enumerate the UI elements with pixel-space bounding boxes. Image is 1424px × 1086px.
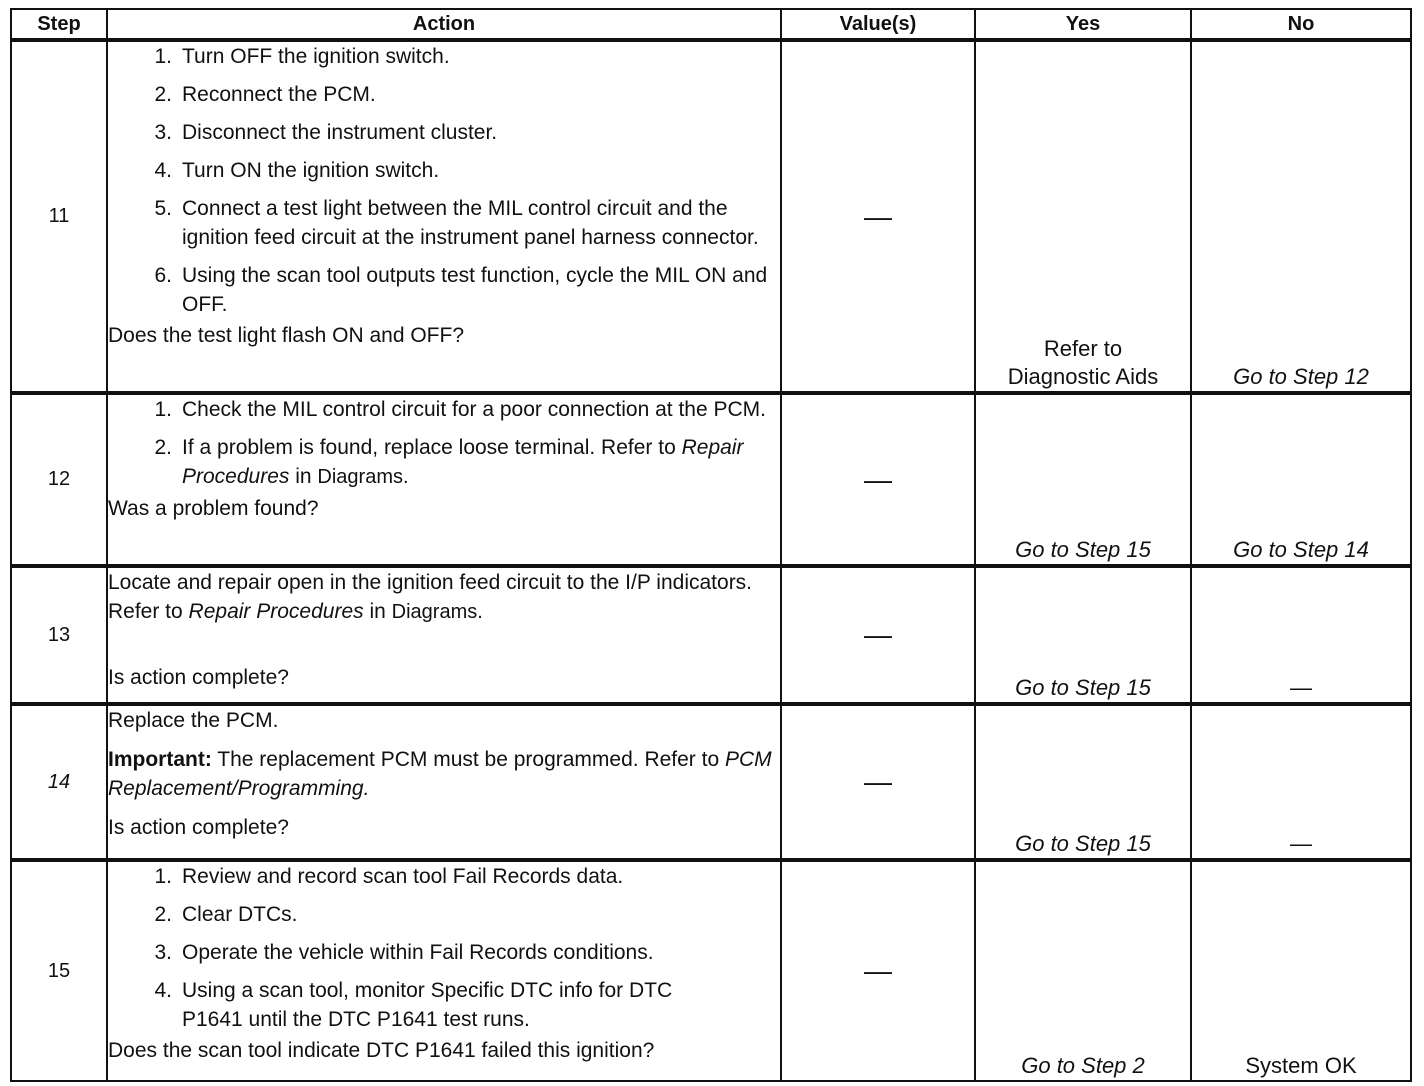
step-number: 14	[11, 704, 107, 860]
action-cell	[107, 860, 781, 1081]
no-cell: Go to Step 12	[1191, 40, 1411, 393]
header-row	[11, 9, 1411, 40]
header-values: Value(s)	[781, 9, 975, 40]
step-number: 13	[11, 566, 107, 704]
action-cell	[107, 704, 781, 860]
action-text: Replace the PCM.	[108, 709, 279, 732]
action-step: 1. Review and record scan tool Fail Records data.	[154, 865, 624, 888]
table-row-step-12	[11, 393, 1411, 566]
action-cell	[107, 393, 781, 566]
action-text: Locate and repair open in the ignition feed circuit to the I/P indicators. Refer to Repair Procedures in Diagrams.	[108, 571, 753, 623]
action-step: 1. Turn OFF the ignition switch.	[154, 45, 450, 68]
action-question: Is action complete?	[108, 666, 289, 689]
value-dash: —	[781, 704, 975, 860]
yes-cell: Go to Step 15	[975, 704, 1191, 860]
action-steps	[108, 42, 780, 319]
action-step: 2. If a problem is found, replace loose terminal. Refer to Repair Procedures in Diagrams.	[154, 436, 744, 488]
action-step: 3. Disconnect the instrument cluster.	[154, 121, 498, 144]
table-row-step-15	[11, 860, 1411, 1081]
repair-procedures-ref: Repair Procedures	[182, 436, 744, 488]
yes-cell: Go to Step 15	[975, 566, 1191, 704]
value-dash: —	[781, 860, 975, 1081]
yes-line-1: Refer to	[1043, 336, 1123, 361]
no-cell: —	[1191, 566, 1411, 704]
action-step: 6. Using the scan tool outputs test function, cycle the MIL ON and OFF.	[154, 264, 768, 316]
important-note: Important: The replacement PCM must be programmed. Refer to PCM Replacement/Programming.	[108, 748, 772, 800]
header-no: No	[1191, 9, 1411, 40]
action-step: 2. Reconnect the PCM.	[154, 83, 376, 106]
step-number: 15	[11, 860, 107, 1081]
header-step: Step	[11, 9, 107, 40]
yes-cell	[975, 40, 1191, 393]
action-question: Does the scan tool indicate DTC P1641 failed this ignition?	[108, 1039, 655, 1062]
repair-procedures-ref: Repair Procedures	[188, 600, 364, 623]
value-dash: —	[781, 40, 975, 393]
action-step: 4. Turn ON the ignition switch.	[154, 159, 440, 182]
table-row-step-14	[11, 704, 1411, 860]
step-number: 11	[11, 40, 107, 393]
action-steps	[108, 395, 780, 492]
no-cell: System OK	[1191, 860, 1411, 1081]
action-steps	[108, 862, 774, 1034]
action-step: 2. Clear DTCs.	[154, 903, 298, 926]
action-step: 4. Using a scan tool, monitor Specific DTC info for DTC P1641 until the DTC P1641 test runs.	[154, 979, 673, 1031]
action-question: Was a problem found?	[108, 497, 319, 520]
action-question: Does the test light flash ON and OFF?	[108, 324, 464, 347]
action-cell	[107, 566, 781, 704]
no-cell: —	[1191, 704, 1411, 860]
header-action: Action	[107, 9, 781, 40]
pcm-replacement-ref: PCM Replacement/Programming.	[108, 748, 772, 800]
action-cell	[107, 40, 781, 393]
value-dash: —	[781, 566, 975, 704]
action-step: 1. Check the MIL control circuit for a poor connection at the PCM.	[154, 398, 766, 421]
action-question: Is action complete?	[108, 816, 289, 839]
step-number: 12	[11, 393, 107, 566]
table-row-step-13	[11, 566, 1411, 704]
action-step: 5. Connect a test light between the MIL control circuit and the ignition feed circuit at the instrument panel harness connector.	[154, 197, 759, 249]
header-yes: Yes	[975, 9, 1191, 40]
yes-cell: Go to Step 15	[975, 393, 1191, 566]
table-row-step-11	[11, 40, 1411, 393]
yes-cell: Go to Step 2	[975, 860, 1191, 1081]
important-label: Important:	[108, 748, 212, 771]
yes-line-2: Diagnostic Aids	[1007, 364, 1159, 389]
no-cell: Go to Step 14	[1191, 393, 1411, 566]
diagnostic-table	[10, 8, 1412, 1082]
value-dash: —	[781, 393, 975, 566]
action-step: 3. Operate the vehicle within Fail Records conditions.	[154, 941, 654, 964]
